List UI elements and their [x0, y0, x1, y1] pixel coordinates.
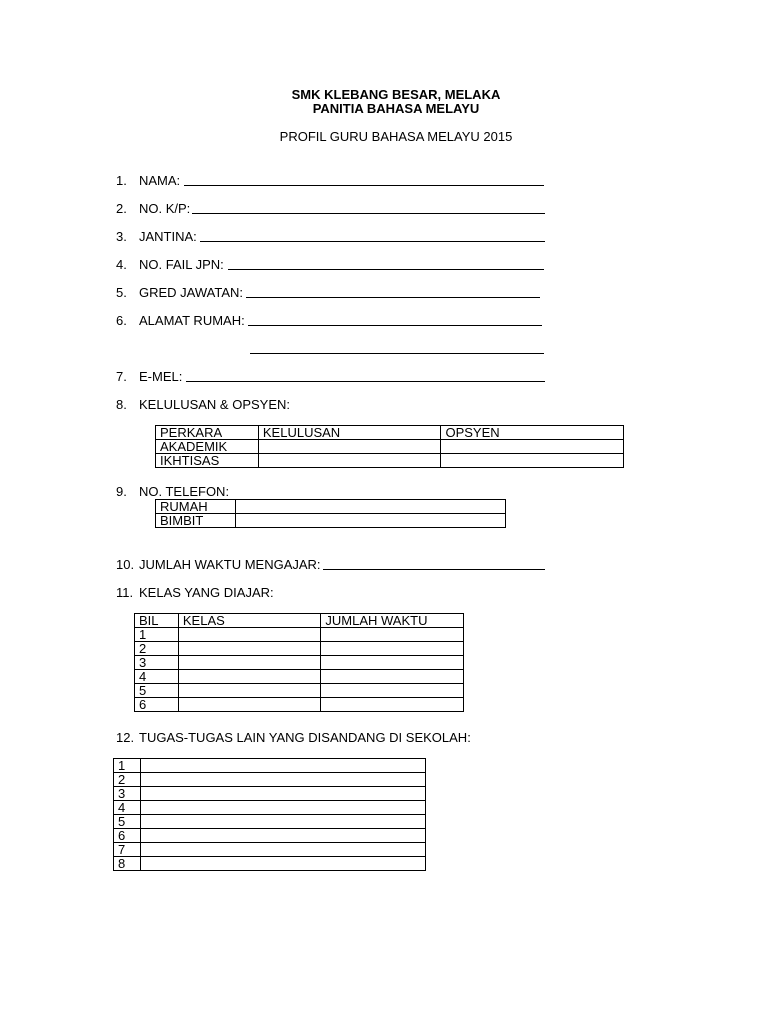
table-cell[interactable] [321, 642, 464, 656]
field-label-emel: E-MEL: [139, 369, 183, 384]
field-line-alamat-2[interactable] [250, 353, 544, 354]
table-row [135, 670, 464, 684]
table-header: PERKARA [156, 426, 259, 440]
school-name: SMK KLEBANG BESAR, MELAKA [291, 87, 501, 102]
field-number: 1. [116, 173, 127, 188]
field-label-nama: NAMA: [139, 173, 181, 188]
table-cell[interactable] [178, 670, 321, 684]
row-number: 4 [114, 801, 141, 815]
table-row [156, 440, 624, 454]
field-number: 5. [116, 285, 127, 300]
table-header: KELAS [178, 614, 321, 628]
table-header: OPSYEN [441, 426, 624, 440]
table-cell[interactable] [235, 514, 505, 528]
section-label-tugas: TUGAS-TUGAS LAIN YANG DISANDANG DI SEKOLAH: [139, 730, 471, 745]
table-row [114, 773, 426, 787]
field-line-jantina[interactable] [200, 241, 545, 242]
table-row [135, 656, 464, 670]
field-number: 4. [116, 257, 127, 272]
table-cell[interactable] [321, 698, 464, 712]
table-cell[interactable] [321, 656, 464, 670]
field-line-alamat-1[interactable] [248, 325, 542, 326]
table-row [156, 454, 624, 468]
row-number: 5 [135, 684, 179, 698]
table-cell[interactable] [258, 440, 441, 454]
field-label-gred: GRED JAWATAN: [139, 285, 243, 300]
field-line-emel[interactable] [186, 381, 545, 382]
field-number: 9. [116, 484, 127, 499]
table-row [114, 787, 426, 801]
table-cell[interactable] [140, 787, 425, 801]
row-number: 8 [114, 857, 141, 871]
table-cell[interactable] [178, 684, 321, 698]
table-cell[interactable] [140, 815, 425, 829]
field-number: 3. [116, 229, 127, 244]
table-row [135, 642, 464, 656]
table-cell[interactable] [140, 829, 425, 843]
table-row [156, 500, 506, 514]
table-row [156, 514, 506, 528]
table-cell[interactable] [258, 454, 441, 468]
duties-table [113, 758, 426, 871]
qualifications-table [155, 425, 624, 468]
row-label: IKHTISAS [156, 454, 259, 468]
table-cell[interactable] [140, 759, 425, 773]
table-cell[interactable] [321, 670, 464, 684]
field-line-kp[interactable] [192, 213, 545, 214]
field-label-fail-jpn: NO. FAIL JPN: [139, 257, 224, 272]
form-title: PROFIL GURU BAHASA MELAYU 2015 [279, 129, 513, 144]
table-cell[interactable] [178, 698, 321, 712]
table-cell[interactable] [140, 857, 425, 871]
row-number: 4 [135, 670, 179, 684]
table-cell[interactable] [140, 773, 425, 787]
field-number: 6. [116, 313, 127, 328]
table-cell[interactable] [178, 656, 321, 670]
field-number: 2. [116, 201, 127, 216]
row-number: 6 [135, 698, 179, 712]
section-label-kelulusan: KELULUSAN & OPSYEN: [139, 397, 290, 412]
row-label: RUMAH [156, 500, 236, 514]
row-number: 2 [114, 773, 141, 787]
field-label-kp: NO. K/P: [139, 201, 191, 216]
table-row [114, 857, 426, 871]
table-cell[interactable] [235, 500, 505, 514]
field-number: 7. [116, 369, 127, 384]
table-cell[interactable] [178, 642, 321, 656]
table-cell[interactable] [140, 843, 425, 857]
row-number: 7 [114, 843, 141, 857]
row-number: 6 [114, 829, 141, 843]
panel-name: PANITIA BAHASA MELAYU [312, 101, 480, 116]
field-label-jumlah-waktu: JUMLAH WAKTU MENGAJAR: [139, 557, 321, 572]
table-cell[interactable] [441, 454, 624, 468]
table-row [135, 684, 464, 698]
row-number: 3 [114, 787, 141, 801]
field-number: 10. [116, 557, 135, 572]
row-number: 1 [135, 628, 179, 642]
table-header-row [156, 426, 624, 440]
row-number: 5 [114, 815, 141, 829]
row-number: 1 [114, 759, 141, 773]
field-line-nama[interactable] [184, 185, 544, 186]
field-line-gred[interactable] [246, 297, 540, 298]
table-row [114, 759, 426, 773]
section-label-kelas: KELAS YANG DIAJAR: [139, 585, 274, 600]
table-row [114, 815, 426, 829]
row-number: 2 [135, 642, 179, 656]
table-cell[interactable] [321, 684, 464, 698]
phone-table [155, 499, 506, 528]
section-label-telefon: NO. TELEFON: [139, 484, 230, 499]
field-number: 8. [116, 397, 127, 412]
row-number: 3 [135, 656, 179, 670]
table-row [135, 628, 464, 642]
table-cell[interactable] [178, 628, 321, 642]
table-header: BIL [135, 614, 179, 628]
row-label: AKADEMIK [156, 440, 259, 454]
field-line-jumlah-waktu[interactable] [323, 569, 545, 570]
table-header: KELULUSAN [258, 426, 441, 440]
row-label: BIMBIT [156, 514, 236, 528]
table-cell[interactable] [441, 440, 624, 454]
table-cell[interactable] [321, 628, 464, 642]
field-label-alamat: ALAMAT RUMAH: [139, 313, 245, 328]
field-label-jantina: JANTINA: [139, 229, 197, 244]
table-header-row [135, 614, 464, 628]
table-row [114, 829, 426, 843]
classes-table [134, 613, 464, 712]
field-number: 12. [116, 730, 135, 745]
field-number: 11. [116, 585, 134, 600]
table-row [114, 801, 426, 815]
table-row [135, 698, 464, 712]
table-row [114, 843, 426, 857]
field-line-fail-jpn[interactable] [228, 269, 544, 270]
table-cell[interactable] [140, 801, 425, 815]
table-header: JUMLAH WAKTU [321, 614, 464, 628]
